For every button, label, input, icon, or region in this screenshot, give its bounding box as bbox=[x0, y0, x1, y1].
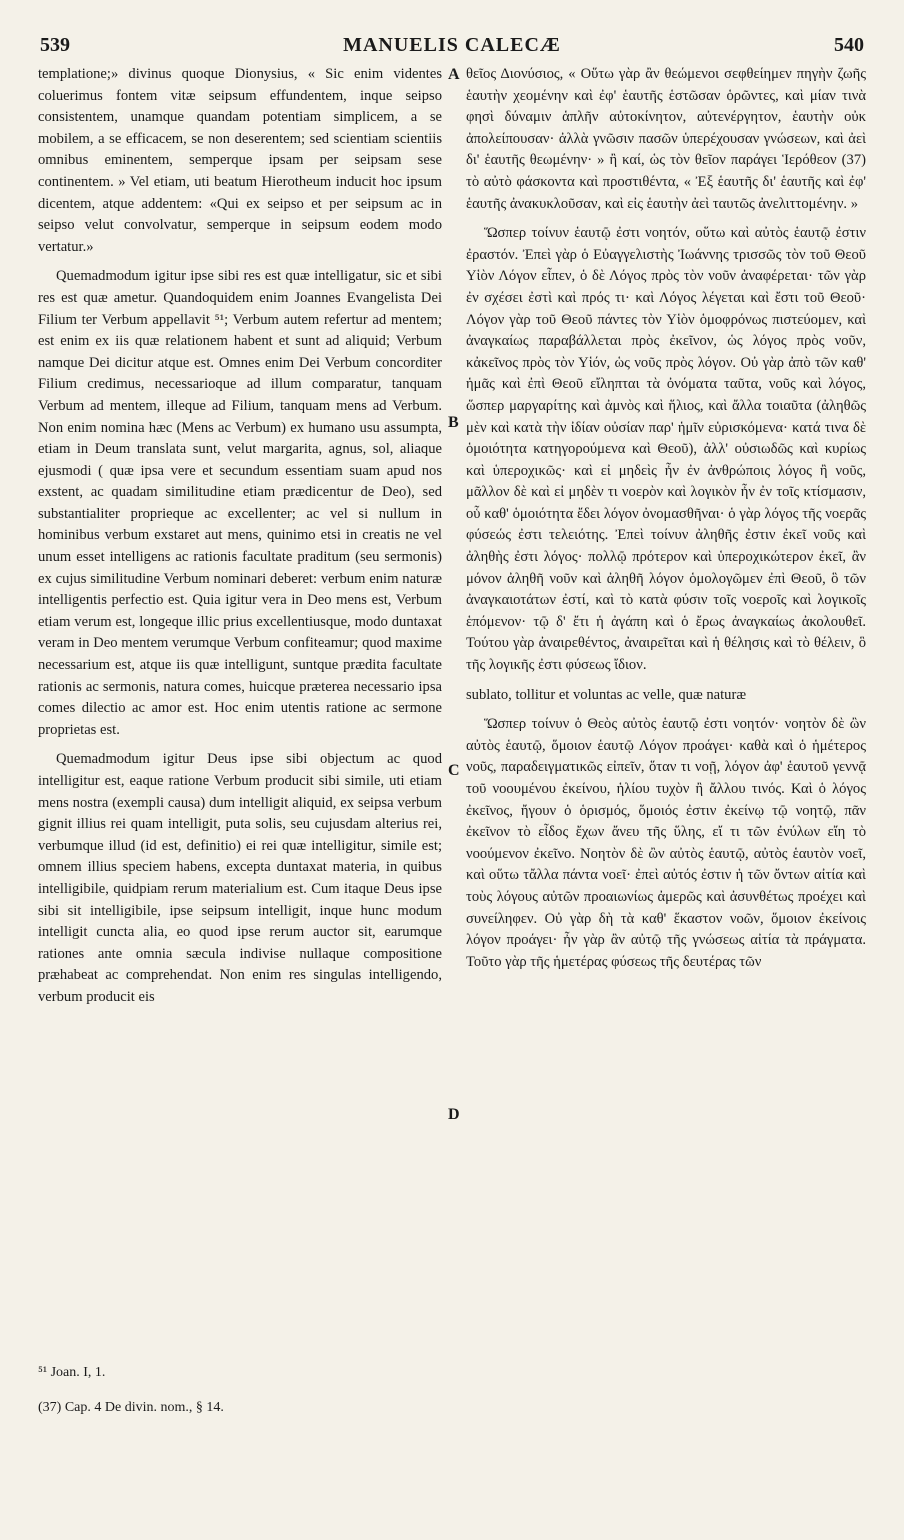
greek-paragraph-3: Ὥσπερ τοίνυν ὁ Θεὸς αὐτὸς ἑαυτῷ ἐστι νοητόν· νοητὸν δὲ ὢν αὐτὸς ἑαυτῷ, ὅμοιον ἑαυτῷ Λόγον προάγει· καθὰ καὶ ὁ ἡμέτερος νοῦς, παραδειγματικῶς εἰπεῖν, ὅταν τι νοῇ, λόγον ἀφ' ἑαυτοῦ γεννᾷ τοῦ νοουμένου ἐκείνου, ἡλίου τυχὸν ἢ ἄλλου τινός. Καὶ ὁ λόγος ἐκεῖνος, ἤγουν ὁ ὁρισμός, ὅμοιός ἐστιν ἐκείνῳ τῷ νοητῷ, πᾶν ἐκεῖνον τὸ εἶδος ἔχων ἄνευ τῆς ὕλης, εἴ τι τῶν ἐνύλων εἴη τὸ νοούμενον ἐκεῖνο. Νοητὸν δὲ ὢν αὐτὸς ἑαυτῷ, αὐτὸς ἑαυτὸν νοεῖ, καὶ οὕτω τἄλλα πάντα νοεῖ· ἐπεὶ αὐτός ἐστιν ἡ τῶν ὄντων αἰτία καὶ τοὺς λόγους αὐτῶν προαιωνίως ἀμερῶς καὶ ἀσυνθέτως προέχει καὶ συνείληφεν. Οὐ γὰρ δὴ τὰ καθ' ἕκαστον νοῶν, ὅμοιον ἐκείνοις λόγον προάγει· ἦν γὰρ ἂν αὐτῷ τῆς γνώσεως αἰτία τὰ πράγματα. Τοῦτο γὰρ τῆς ἡμετέρας φύσεως τῆς δευτέρας τῶν bbox=[466, 716, 866, 970]
left-page-number: 539 bbox=[40, 34, 70, 56]
margin-marker-b: B bbox=[448, 414, 459, 431]
margin-marker-d: D bbox=[448, 1106, 460, 1123]
latin-paragraph-3: Quemadmodum igitur Deus ipse sibi objectum ac quod intelligitur est, eaque ratione Verbum producit sibi simile, uti etiam mens nostra (exempli causa) dum intelligit aliquid, ex seipsa verbum gignit illius rei quam intelligit, puta solis, seu cujusdam alterius rei, verbumque illud (id est, definitio) ei rei quæ intelligitur, simile est; omnem illius speciem habens, excepta duntaxat materia, in quibus intelligibile, quidpiam rerum materialium est. Cum itaque Deus ipse sibi sit intelligibile, ipse seipsum intelligit, inque hunc modum intelligit cuncta alia, eo quod ipse rerum auctor sit, earumque rationes ante omnia sæcula indivise nullaque compositione præhabeat ac comprehendat. Non enim res singulas intelligendo, verbum producit eis bbox=[38, 751, 442, 1005]
footnote-source: (37) Cap. 4 De divin. nom., § 14. bbox=[38, 1400, 224, 1415]
greek-column bbox=[466, 64, 866, 981]
greek-paragraph-2: Ὥσπερ τοίνυν ἑαυτῷ ἐστι νοητόν, οὕτω καὶ αὐτὸς ἑαυτῷ ἐστιν ἐραστόν. Ἐπεὶ γὰρ ὁ Εὐαγγελιστὴς Ἰωάννης τρισσῶς τὸν τοῦ Θεοῦ Υἱὸν Λόγον εἶπεν, ὁ δὲ Λόγος πρὸς τὸν νοῦν ἀναφέρεται· τῶν γὰρ ἐν σχέσει ἐστὶ καὶ πρός τι· καὶ Λόγος λέγεται καὶ ἔστι τοῦ Θεοῦ· Λόγον γὰρ τοῦ Θεοῦ πάντες τὸν Υἱὸν ὁμοφρόνως πιστεύομεν, καὶ ἀναγκαίως παραβάλλεται πρὸς ἐκεῖνον, ὡς λόγος πρὸς νοῦν, κἀκεῖνος πρὸς τὸν Υἱόν, ὡς νοῦς πρὸς λόγον. Οὐ γὰρ ἀπὸ τῶν καθ' ἡμᾶς καὶ ἐπὶ Θεοῦ εἴληπται τὰ ὀνόματα ταῦτα, νοῦς καὶ λόγος, ὥσπερ μαργαρίτης καὶ ἀμνὸς καὶ ἥλιος, καὶ ἄλλα τοιαῦτα (ἀληθῶς μὲν καὶ κατὰ τὴν ἰδίαν οὐσίαν παρ' ἡμῖν εὑρισκόμενα· κατά τινα δὲ ὁμοιότητα κατηγορούμενα καὶ Θεοῦ), ἀλλ' οὐσιωδῶς καὶ κυρίως καὶ ὑπεροχικῶς· καὶ εἰ μηδεὶς ἦν ἐν ἀνθρώποις λόγος ἢ νοῦς, μᾶλλον δὲ καὶ εἰ μηδὲν τι νοερὸν καὶ λογικὸν ἦν ἐν τοῖς κτίσμασιν, οὗ καθ' ὁμοιότητα ἔδει λόγον ὀνομασθῆναι· ὁ γὰρ λόγος τῆς νοερᾶς φύσεώς ἐστι τελειότης. Ἐπεὶ τοίνυν ἀληθῆς ἐστιν ἐκεῖ νοῦς καὶ ἀληθὴς ἐστι λόγος· πολλῷ πρότερον καὶ ὑπεροχικώτερον ἐκεῖ, ἂν μόνον ἀληθῆ νοῦν καὶ ἀληθῆ λόγον ὁμολογῶμεν ἐπὶ Θεοῦ, ὃ τῶν ἀναγκαιοτάτων ἐστί, καὶ τὸ κατὰ φύσιν τοῖς νοεροῖς καὶ λογικοῖς ἑπόμενον· τῷ δ' ἔτι ἡ ἀγάπη καὶ ὁ ἔρως ἀναγκαίως ἀκολουθεῖ. Τούτου γὰρ ἀναιρεθέντος, ἀναιρεῖται καὶ ἡ θέλησις καὶ τὸ θέλειν, ὃ τῆς λογικῆς ἐστι φύσεως ἴδιον. bbox=[466, 225, 866, 674]
running-title: MANUELIS CALECÆ bbox=[343, 34, 561, 56]
footnote-scripture: ⁵¹ Joan. I, 1. bbox=[38, 1365, 106, 1380]
right-page-number: 540 bbox=[834, 34, 864, 56]
latin-paragraph-1: templatione;» divinus quoque Dionysius, « Sic enim videntes coluerimus fontem vitæ seipsum effundentem, inque seipso consistentem, unamque quandam potentiam simplicem, a se mobilem, a se efficacem, se non deserentem; sed scientiam scientiis omnibus eminentem, semperque ipsam per seipsam sese continentem. » Vel etiam, uti beatum Hierotheum inducit hoc ipsum dicentem, atque addentem: «Qui ex seipso et per seipsum ac in seipso velut convolvatur, semperque in seipsum eodem modo vertatur.» bbox=[38, 66, 442, 255]
latin-continuation-line: sublato, tollitur et voluntas ac velle, quæ naturæ bbox=[466, 686, 747, 703]
latin-column bbox=[38, 64, 442, 1017]
footnotes bbox=[38, 1362, 458, 1432]
greek-paragraph-1: θεῖος Διονύσιος, « Οὕτω γὰρ ἂν θεώμενοι σεφθείημεν πηγὴν ζωῆς ἑαυτὴν χεομένην καὶ ἐφ' ἑαυτῆς ἑστῶσαν ὁρῶντες, καὶ μίαν τινὰ φησὶ δύναμιν ἁπλῆν αὐτοκίνητον, αὐτενέργητον, ἑαυτὴν οὐκ ἀπολείπουσαν· ἀλλὰ γνῶσιν πασῶν ὑπερέχουσαν γνώσεων, καὶ ἀεὶ δι' ἑαυτῆς θεωμένην· » ἢ καί, ὡς τὸν θεῖον παράγει Ἱερόθεον (37) τὸ αὐτὸ φάσκοντα καὶ προστιθέντα, « Ἐξ ἑαυτῆς δι' ἑαυτῆς καὶ ἐφ' ἑαυτῆς ἀνακυκλοῦσαν, καὶ εἰς ἑαυτὴν ἀεὶ ταυτῶς ἀνελιττομένην. » bbox=[466, 66, 866, 212]
latin-paragraph-2: Quemadmodum igitur ipse sibi res est quæ intelligatur, sic et sibi res est quæ ametur. Quandoquidem enim Joannes Evangelista Dei Filium ter Verbum appellavit ⁵¹; Verbum autem refertur ad mentem; est enim ex iis quæ relationem habent et sunt ad aliquid; Verbum namque Dei dicitur atque est. Omnes enim Dei Verbum concorditer Filium credimus, necessarioque ad illum comparatur, tanquam Verbum ad mentem, illeque ad Filium, tanquam mens ad Verbum. Non enim nomina hæc (Mens ac Verbum) ex humano usu assumpta, etiam in Deum translata sunt, velut margarita, agnus, sol, aliaque ejusmodi ( quæ ipsa vere et secundum essentiam suam apud nos exstent, ac quadam similitudine etiam prædicentur de Deo), sed substantialiter proprieque ac excellenter; ac vel si nullum in hominibus verbum exstaret aut mens, quinimo etsi in creatis ne vel unum esset intelligens ac rationis facultate praditum (seu sermonis) ex cujus similitudine Verbum nominari deberet: verbum enim naturæ intelligentis perfectio est. Quia igitur vera in Deo mens est, Verbum etiam verum est, longeque illic prius excellentiusque, modo duntaxat veram in Deo mentem verumque Verbum confiteamur; quod maxime necessarium est, atque iis quæ intelligunt, suntque prædita facultate rationis ac sermonis, natura comes, huicque præterea necessario ipsa comes dilectio ac amor est. Hoc enim utentis ratione ac sermone proprietas est. bbox=[38, 268, 442, 738]
margin-marker-a: A bbox=[448, 66, 460, 83]
margin-marker-c: C bbox=[448, 762, 460, 779]
